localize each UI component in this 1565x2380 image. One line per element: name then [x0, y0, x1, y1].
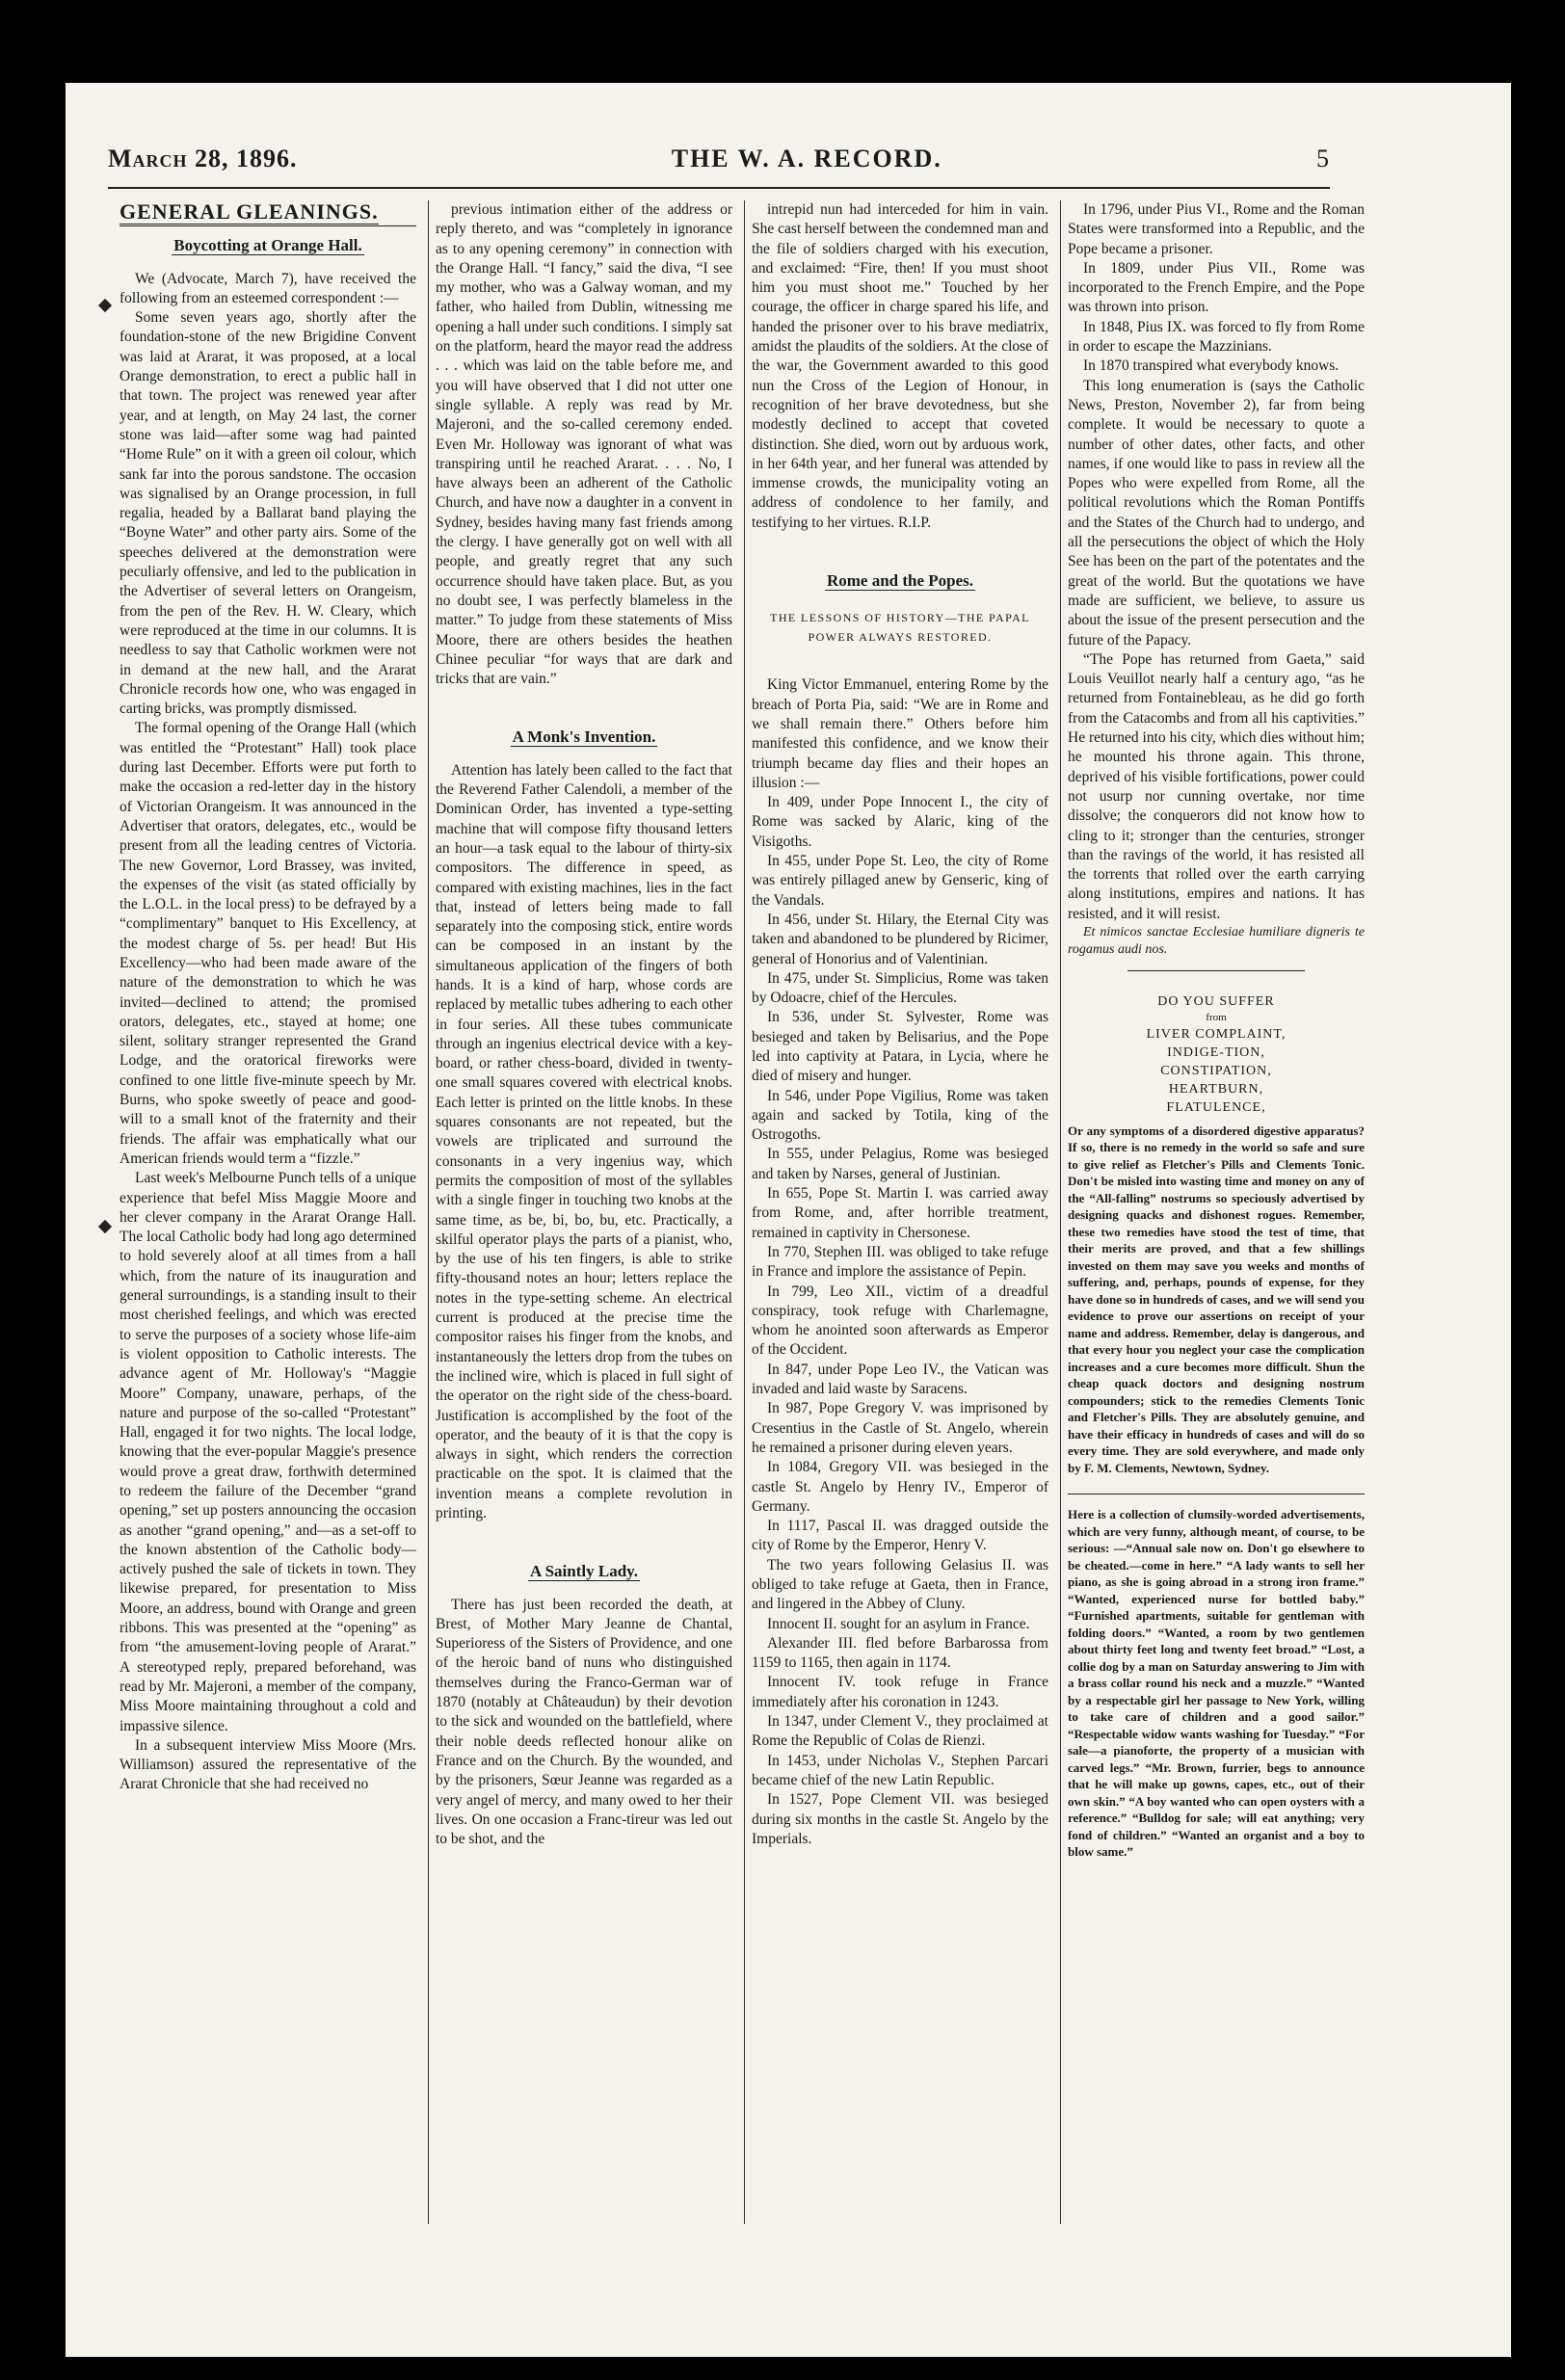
- article-paragraph: intrepid nun had interceded for him in vain. She cast herself between the condemned man and the file of soldiers charged with his execution, and exclaimed: “Fire, then! If you must shoot him you must shoot me.” Touched by her courage, the officer in charge spared his life, and handed the prisoner over to his brave mediatrix, amidst the plaudits of the soldiers. At the close of the war, the Government awarded to this good nun the Cross of the Legion of Honour, in recognition of her brave devotedness, but she modestly declined to accept that coveted distinction. She died, worn out by arduous work, in her 64th year, and her funeral was attended by immense crowds, the municipality voting an address of condolence to her family, and testifying to her virtues. R.I.P.: [752, 201, 1048, 531]
- section-rule: [1127, 970, 1306, 971]
- chronology-item: In 409, under Pope Innocent I., the city of Rome was sacked by Alaric, king of the Visigoths.: [752, 794, 1048, 850]
- ad-headline: INDIGE-TION,: [1167, 1045, 1265, 1060]
- chronology-item: In 1117, Pascal II. was dragged outside the city of Rome by the Emperor, Henry V.: [752, 1518, 1048, 1554]
- article-title-saintly-lady: A Saintly Lady.: [530, 1562, 638, 1581]
- column-3: [752, 200, 1048, 2224]
- article-paragraph: In a subsequent interview Miss Moore (Mrs. Williamson) assured the representative of the Ararat Chronicle that she had received no: [119, 1736, 416, 1793]
- advertisement-liver-complaint: [1068, 992, 1365, 1117]
- column-divider: [744, 200, 745, 2224]
- chronology-item: In 1347, under Clement V., they proclaimed at Rome the Republic of Colas de Rienzi.: [752, 1713, 1048, 1750]
- article-paragraph: This long enumeration is (says the Catholic News, Preston, November 2), far from being complete. It would be necessary to quote a number of other dates, other facts, and other names, if one would like to pass in review all the Popes who were expelled from Rome, all the political revolutions which the Roman Pontiffs and the States of the Church had to undergo, and all the persecutions the object of which the Holy See has been on the part of the potentates and the great of the world. But the quotations we have made are sufficient, we believe, to assure us about the issue of the present persecution and the future of the Papacy.: [1068, 377, 1365, 648]
- chronology-item: In 536, under St. Sylvester, Rome was besieged and taken by Belisarius, and the Pope led into captivity at Patara, in Lycia, where he died of misery and hunger.: [752, 1009, 1048, 1085]
- article-paragraph: previous intimation either of the address or reply thereto, and was “completely in ignorance as to any opening ceremony” in connection with the Orange Hall. “I fancy,” said the diva, “I see my mother, who was a Galway woman, and my father, who hailed from Dublin, witnessing me opening a hall under such conditions. I simply sat on the platform, heard the mayor read the address . . . which was laid on the table before me, and you will have observed that I did not utter one single syllable. A reply was read by Mr. Majeroni, and the so-called ceremony ended. Even Mr. Holloway was ignorant of what was transpiring until he reached Ararat. . . . No, I have always been an adherent of the Catholic Church, and have now a daughter in a convent in Sydney, besides having many fast friends among the clergy. I have generally got on well with all people, and greatly regret that any such occurrence should have taken place. But, as you no doubt see, I was perfectly blameless in the matter.” To judge from these statements of Miss Moore, there are others besides the heathen Chinee peculiar “for ways that are dark and tricks that are vain.”: [436, 201, 732, 688]
- newspaper-title: THE W. A. RECORD.: [671, 145, 942, 172]
- chronology-item: In 1796, under Pius VI., Rome and the Roman States were transformed into a Republic, and the Pope became a prisoner.: [1068, 201, 1365, 257]
- article-paragraph: We (Advocate, March 7), have received the following from an esteemed correspondent :—: [119, 270, 416, 306]
- chronology-item: In 770, Stephen III. was obliged to take refuge in France and implore the assistance of Pepin.: [752, 1243, 1048, 1281]
- ad-headline: CONSTIPATION,: [1160, 1063, 1272, 1078]
- ad-body: Or any symptoms of a disordered digestive apparatus? If so, there is no remedy in the world so safe and sure to give relief as Fletcher's Pills and Clements Tonic. Don't be misled into wasting time and money on any of the “All-falling” nostrums so speciously advertised by designing quacks and dishonest rogues. Remember, these two remedies have stood the test of time, that their merits are proved, and that a few shillings invested on them may save you weeks and months of suffering, and, perhaps, pounds of expense, for they have done so in hundreds of cases, and we will send you evidence to prove our assertions on receipt of your name and address. Remember, delay is dangerous, and that every hour you neglect your case the complication increases and a cure becomes more difficult. Shun the cheap quack doctors and designing nostrum compounders; stick to the remedies Clements Tonic and Fletcher's Pills. They are absolutely genuine, and have their efficacy in hundreds of cases and will do so every time. They are sold everywhere, and made only by F. M. Clements, Newtown, Sydney.: [1068, 1123, 1365, 1475]
- chronology-item: Alexander III. fled before Barbarossa from 1159 to 1165, then again in 1174.: [752, 1634, 1048, 1672]
- article-deck: THE LESSONS OF HISTORY—THE PAPAL POWER ALWAYS RESTORED.: [770, 611, 1030, 645]
- article-paragraph: Last week's Melbourne Punch tells of a unique experience that befel Miss Maggie Moore and her clever company in the Ararat Orange Hall. The local Catholic body had long ago determined to hold severely aloof at all times from a hall which, from the nature of its inauguration and general surroundings, is a standing insult to their most cherished feelings, and which was erected to serve the purposes of a society whose life-aim is violent opposition to Catholic interests. The advance agent of Mr. Holloway's “Maggie Moore” Company, unaware, perhaps, of the nature and purpose of the so-called “Protestant” Hall, engaged it for two nights. The local lodge, knowing that the ever-popular Maggie's presence would prove a great draw, forthwith determined to redeem the failure of the December “grand opening,” set up posters announcing the occasion as another “grand opening,” and—as a set-off to the known abstention of the Catholic body—actively pushed the sale of tickets in town. They likewise prepared, for presentation to Miss Moore, an address, bound with Orange and green ribbons. This was presented at the “opening” as from “the amusement-loving people of Ararat.” A stereotyped reply, prepared beforehand, was read by Mr. Majeroni, a member of the company, Miss Moore maintaining throughout a cold and impassive silence.: [119, 1170, 416, 1734]
- article-title-monk: A Monk's Invention.: [512, 727, 656, 747]
- funny-advertisements-clipping: [1068, 1506, 1365, 1861]
- clipping-text: Here is a collection of clumsily-worded advertisements, which are very funny, although meant, of course, to be serious: —“Annual sale now on. Don't go elsewhere to be cheated.—come in here.” “A lady wants to sell her piano, as she is going abroad in a strong iron frame.” “Wanted, experienced nurse for bottled baby.” “Furnished apartments, suitable for gentleman with folding doors.” “Wanted, a room by two gentlemen about thirty feet long and twenty feet broad.” “Lost, a collie dog by a man on Saturday answering to Jim with a brass collar round his neck and a muzzle.” “Wanted by a respectable girl her passage to New York, willing to take care of children and a good sailor.” “Respectable widow wants washing for Tuesday.” “For sale—a pianoforte, the property of a musician with carved legs.” “Mr. Brown, furrier, begs to announce that he will make up gowns, capes, etc., out of their own skin.” “A boy wanted who can open oysters with a reference.” “Bulldog for sale; will eat anything; very fond of children.” “Wanted an organist and a boy to blow same.”: [1068, 1507, 1365, 1860]
- chronology-item: In 847, under Pope Leo IV., the Vatican was invaded and laid waste by Saracens.: [752, 1361, 1048, 1398]
- column-1: [119, 200, 416, 2224]
- rome-chronology: [752, 675, 1048, 1849]
- article-paragraph: Attention has lately been called to the fact that the Reverend Father Calendoli, a member of the Dominican Order, has invented a type-setting machine that will compose fifty thousand letters an hour—a task equal to the labour of thirty-six compositors. The difference in speed, as compared with existing machines, lies in the fact that, instead of letters being made to fall separately into the composing stick, entire words can be composed in an instant by the simultaneous application of the fingers of both hands. It is a kind of harp, whose cords are replaced by metallic tubes adhering to each other in four series. All these tubes communicate through an ingenius electrical device with a key-board, or rather chess-board, divided in twenty-one small squares covered with electrical knobs. Each letter is printed on the little knobs. In these squares consonants are not repeated, but the vowels are triplicated and surround the consonants in a very ingenius way, which permits the composition of most of the syllables with a single finger in touching two knobs at the same time, as be, bi, bo, bu, etc. Practically, a skilful operator plays the parts of a pianist, who, by the use of his ten fingers, is able to strike fifty-thousand notes an hour; letters replace the notes in the type-setting scheme. An electrical current is produced at the precise time the compositor raises his finger from the knobs, and instantaneously the letters drop from the tubes on the inclined wire, which is placed in full sight of the operator on the right side of the chess-board. Justification is accomplished by the foot of the operator, and the beauty of it is that the copy is always in sight, which renders the correction practicable on the spot. It is claimed that the invention means a complete revolution in printing.: [436, 761, 732, 1521]
- chronology-item: Innocent II. sought for an asylum in France.: [767, 1615, 1030, 1632]
- chronology-item: In 1527, Pope Clement VII. was besieged during six months in the castle St. Angelo by the Imperials.: [752, 1791, 1048, 1847]
- latin-quotation: Et nimicos sanctae Ecclesiae humiliare digneris te rogamus audi nos.: [1068, 924, 1365, 957]
- article-paragraph: The formal opening of the Orange Hall (which was entitled the “Protestant” Hall) took place during last December. Efforts were put forth to make the occasion a red-letter day in the history of Victorian Orangeism. It was announced in the Advertiser that orators, delegates, etc., would be present from all the leading centres of Victoria. The new Governor, Lord Brassey, was invited, the expenses of the visit (as stated officially by the L.O.L. in the local press) to be defrayed by a “complimentary” banquet to His Excellency, at the modest charge of 5s. per head! But His Excellency—who had been made aware of the nature of the demonstration to which he was invited—declined to attend; the promised orators, delegates, etc., stayed at home; one silent, solitary stranger represented the Grand Lodge, and the oratorical fireworks were confined to one little five-minute speech by Mr. Burns, who spoke sweetly of peace and good-will to a small knot of the fraternity and their friends. The affair was emphatically what our American friends would term a “fizzle.”: [119, 720, 416, 1167]
- chronology-item: In 799, Leo XII., victim of a dreadful conspiracy, took refuge with Charlemagne, whom he anointed soon afterwards as Emperor of the Occident.: [752, 1283, 1048, 1359]
- column-divider: [1060, 200, 1061, 2224]
- page-number: 5: [1316, 145, 1330, 172]
- chronology-item: King Victor Emmanuel, entering Rome by the breach of Porta Pia, said: “We are in Rome and we shall remain there.” Others before him manifested this confidence, and we know their triumph became day flies and their hopes an illusion :—: [752, 676, 1048, 791]
- ad-headline: HEARTBURN,: [1168, 1081, 1264, 1097]
- column-2: [436, 200, 732, 2224]
- ad-headline: DO YOU SUFFER: [1157, 993, 1275, 1009]
- chronology-item: The two years following Gelasius II. was obliged to take refuge at Gaeta, then in France, and lingered in the Abbey of Cluny.: [752, 1556, 1048, 1613]
- masthead: [108, 145, 1330, 187]
- chronology-item: In 546, under Pope Vigilius, Rome was taken again and sacked by Totila, king of the Ostrogoths.: [752, 1087, 1048, 1144]
- article-title-rome-popes: Rome and the Popes.: [826, 571, 974, 591]
- chronology-item: In 455, under Pope St. Leo, the city of Rome was entirely pillaged anew by Genseric, king of the Vandals.: [752, 853, 1048, 909]
- chronology-item: In 987, Pope Gregory V. was imprisoned by Cresentius in the Castle of St. Angelo, wherein he remained a prisoner during eleven years.: [752, 1400, 1048, 1456]
- issue-date: March 28, 1896.: [108, 145, 298, 172]
- column-4: [1068, 200, 1365, 2224]
- article-paragraph: There has just been recorded the death, at Brest, of Mother Mary Jeanne de Chantal, Superioress of the Sisters of Providence, and one of the heroic band of nuns who distinguished themselves during the Franco-German war of 1870 (notably at Châteaudun) by their devotion to the sick and wounded on the battlefield, where their noble deeds reflected honour alike on France and on the Church. By the wounded, and by the prisoners, Sœur Jeanne was regarded as a very angel of mercy, and many owed to her their lives. On one occasion a Franc-tireur was led out to be shot, and the: [436, 1596, 732, 1848]
- chronology-item: In 1848, Pius IX. was forced to fly from Rome in order to escape the Mazzinians.: [1068, 318, 1365, 356]
- chronology-item: In 1084, Gregory VII. was besieged in the castle St. Angelo by Henry IV., Emperor of Germany.: [752, 1459, 1048, 1515]
- ad-headline: FLATULENCE,: [1166, 1099, 1266, 1115]
- section-title: GENERAL GLEANINGS.: [119, 202, 416, 222]
- ad-headline: LIVER COMPLAINT,: [1146, 1026, 1286, 1042]
- chronology-item: In 475, under St. Simplicius, Rome was taken by Odoacre, chief of the Hercules.: [752, 969, 1048, 1007]
- chronology-item: Innocent IV. took refuge in France immediately after his coronation in 1243.: [752, 1674, 1048, 1710]
- article-paragraph: “The Pope has returned from Gaeta,” said Louis Veuillot nearly half a century ago, “as he returned from Fontainebleau, as he did go forth from the Catacombs and from all his captivities.” He returned into his city, which dies without him; he mounted his throne again. This throne, deprived of his visible fortifications, power could not usurp nor cunning overtake, nor time dissolve; the conquerors did not know how to cling to it; stronger than the centuries, stronger than the ravings of the world, it has resisted all the torrents that rolled over the earth carrying along institutions, empires and nations. It has resisted, and it will resist.: [1068, 650, 1365, 922]
- article-title-boycotting: Boycotting at Orange Hall.: [173, 236, 362, 255]
- chronology-item: In 1870 transpired what everybody knows.: [1083, 357, 1340, 375]
- chronology-item: In 1453, under Nicholas V., Stephen Parcari became chief of the new Latin Republic.: [752, 1752, 1048, 1788]
- chronology-item: In 1809, under Pius VII., Rome was incorporated to the French Empire, and the Pope was thrown into prison.: [1068, 259, 1365, 316]
- chronology-item: In 655, Pope St. Martin I. was carried away from Rome, and, after horrible treatment, remained in captivity in Chersonese.: [752, 1185, 1048, 1241]
- ad-headline: from: [1206, 1011, 1227, 1023]
- chronology-item: In 456, under St. Hilary, the Eternal City was taken and abandoned to be plundered by Ricimer, general of Honorius and of Valentinian.: [752, 911, 1048, 967]
- article-paragraph: Some seven years ago, shortly after the foundation-stone of the new Brigidine Convent was laid at Ararat, it was proposed, at a local Orange demonstration, to erect a public hall in that town. The project was renewed year after year, and at length, on May 24 last, the corner stone was laid—after some wag had painted “Home Rule” on it with a green oil colour, which sank far into the porous sandstone. The occasion was signalised by an Orange procession, in full regalia, headed by a Ballarat band playing the “Boyne Water” and other party airs. Some of the speeches delivered at the demonstration were peculiarly offensive, and led to the publication in the Advertiser of several letters on Orangeism, from the pen of the Rev. H. W. Cleary, which were reproduced at the time in our columns. It is needless to say that Catholic workmen were not in demand at the new hall, and the Ararat Chronicle records how one, who was engaged in carting bricks, was promptly dismissed.: [119, 309, 416, 718]
- masthead-rule: [108, 187, 1330, 189]
- chronology-item: In 555, under Pelagius, Rome was besieged and taken by Narses, general of Justinian.: [752, 1146, 1048, 1182]
- column-divider: [428, 200, 429, 2224]
